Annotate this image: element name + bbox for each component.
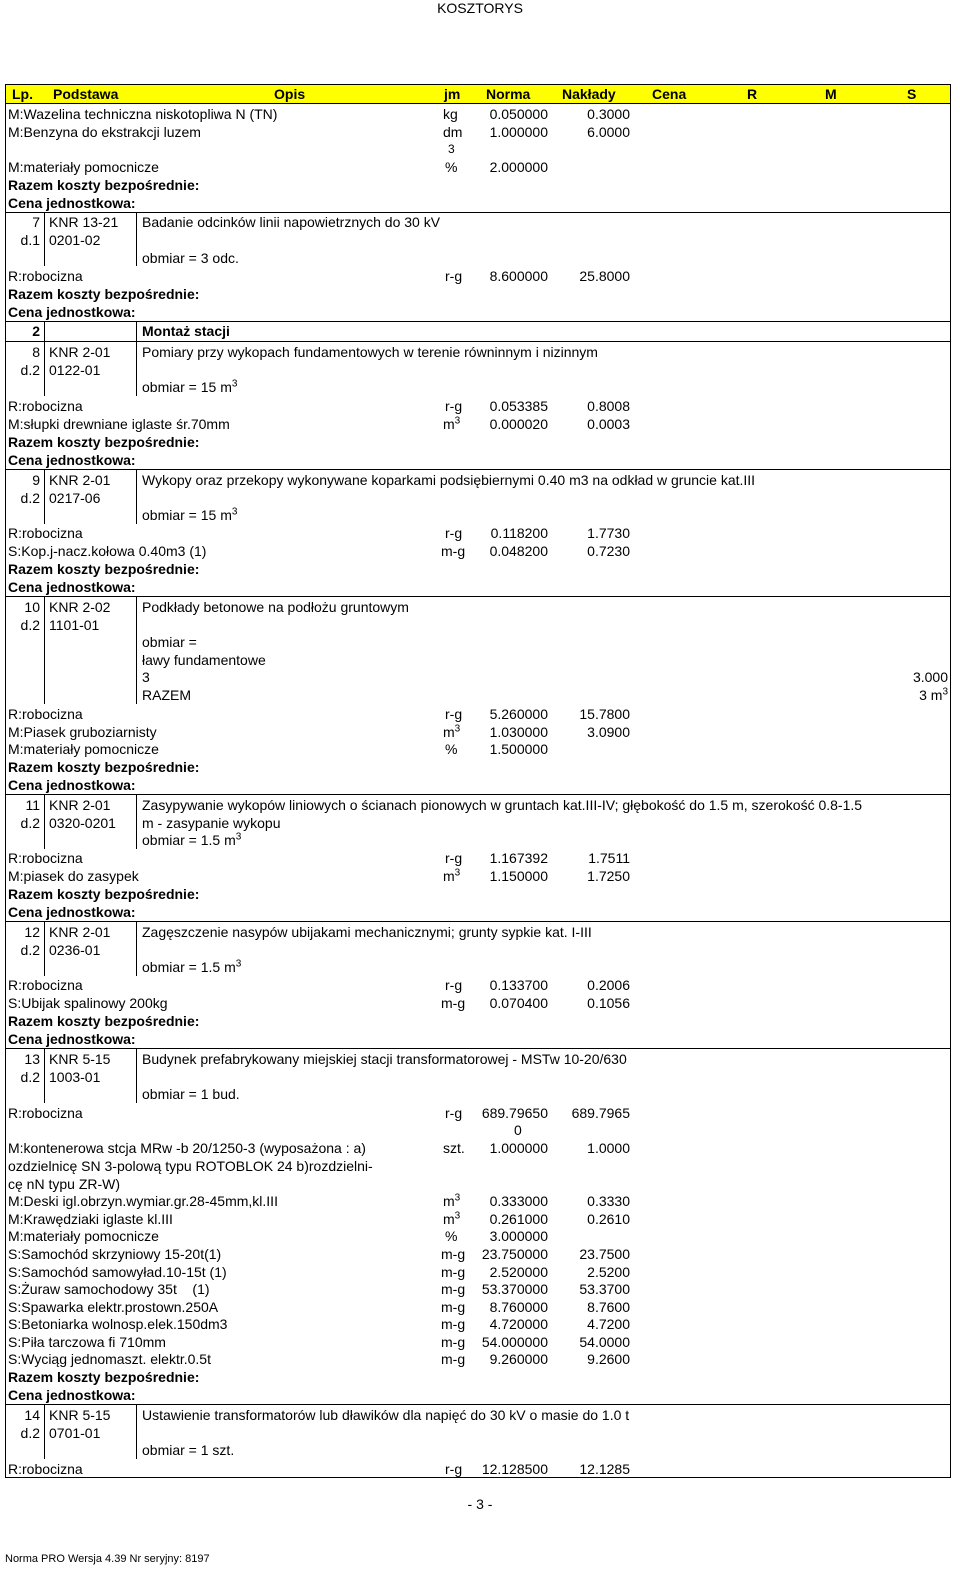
razem-label: Razem koszty bezpośrednie: (8, 1013, 200, 1029)
cena-jednostkowa-label: Cena jednostkowa: (8, 1387, 136, 1403)
item-jm: m-g (441, 1334, 466, 1350)
item-jm: r-g (445, 1105, 463, 1121)
position-basis-code: 0701-01 (49, 1425, 101, 1441)
item-norma: 0.133700 (489, 977, 548, 993)
header-opis: Opis (274, 86, 306, 102)
header-naklady: Nakłady (562, 86, 616, 102)
item-naklady: 0.2006 (587, 977, 630, 993)
item-naklady: 15.7800 (579, 706, 630, 722)
document-title: KOSZTORYS (437, 0, 523, 16)
position-obmiar: obmiar = (142, 634, 197, 650)
item-name: S:Piła tarczowa fi 710mm (8, 1334, 166, 1350)
position-basis-code: 0201-02 (49, 232, 101, 248)
col-separator (136, 469, 137, 524)
item-name: R:robocizna (8, 398, 83, 414)
cena-jednostkowa-label: Cena jednostkowa: (8, 195, 136, 211)
item-norma: 0.048200 (489, 543, 548, 559)
item-naklady: 0.0003 (587, 416, 630, 432)
position-basis-code: 1101-01 (49, 617, 100, 633)
position-obmiar: obmiar = 1 szt. (142, 1442, 235, 1458)
obmiar-line-value: 3 (142, 669, 150, 685)
page-number: - 3 - (467, 1496, 493, 1512)
item-name: R:robocizna (8, 977, 83, 993)
col-separator (44, 212, 45, 266)
position-number: 14 (24, 1407, 40, 1423)
razem-label: Razem koszty bezpośrednie: (8, 1369, 200, 1385)
table-border-left (5, 104, 6, 1477)
razem-label: Razem koszty bezpośrednie: (8, 886, 200, 902)
item-jm: m-g (441, 1246, 466, 1262)
position-basis: KNR 2-02 (49, 599, 111, 615)
position-description-line2: m - zasypanie wykopu (142, 815, 281, 831)
header-s: S (907, 86, 917, 102)
obmiar-line-total: 3.000 (912, 669, 948, 685)
razem-label: Razem koszty bezpośrednie: (8, 561, 200, 577)
razem-label: Razem koszty bezpośrednie: (8, 759, 200, 775)
header-r: R (747, 86, 758, 102)
item-name: M:kontenerowa stcja MRw -b 20/1250-3 (wyposażona : a) (8, 1140, 366, 1156)
cena-jednostkowa-label: Cena jednostkowa: (8, 904, 136, 920)
item-norma: 0.050000 (489, 106, 548, 122)
item-norma: 1.030000 (489, 724, 548, 740)
position-chapter: d.2 (20, 942, 40, 958)
table-border-bottom (5, 1477, 951, 1478)
item-name: S:Betoniarka wolnosp.elek.150dm3 (8, 1316, 228, 1332)
position-basis: KNR 2-01 (49, 472, 111, 488)
item-naklady: 53.3700 (579, 1281, 630, 1297)
item-norma: 2.000000 (489, 159, 548, 175)
item-naklady: 8.7600 (587, 1299, 630, 1315)
item-jm: m-g (441, 543, 466, 559)
item-name: R:robocizna (8, 706, 83, 722)
position-obmiar: obmiar = 15 $m^3$ (142, 506, 238, 523)
position-number: 12 (24, 924, 40, 940)
item-norma: 8.600000 (489, 268, 548, 284)
item-naklady: 3.0900 (587, 724, 630, 740)
col-separator (136, 212, 137, 266)
item-naklady: 0.7230 (587, 543, 630, 559)
item-name: S:Ubijak spalinowy 200kg (8, 995, 168, 1011)
position-number: 10 (24, 599, 40, 615)
col-separator (44, 596, 45, 704)
item-jm: r-g (445, 525, 463, 541)
position-description: Wykopy oraz przekopy wykonywane koparkami podsiębiernymi 0.40 m3 na odkład w gruncie kat.III (142, 472, 756, 488)
header-podstawa: Podstawa (53, 86, 119, 102)
item-jm: r-g (445, 850, 463, 866)
item-name: R:robocizna (8, 1461, 83, 1477)
col-separator (136, 1048, 137, 1103)
item-jm: m-g (441, 1351, 466, 1367)
item-jm: $m^3$ (443, 723, 461, 740)
item-naklady: 2.5200 (587, 1264, 630, 1280)
item-name: M:Wazelina techniczna niskotopliwa N (TN) (8, 106, 278, 122)
col-separator (44, 1048, 45, 1103)
item-naklady: 1.7730 (587, 525, 630, 541)
position-basis: KNR 5-15 (49, 1051, 111, 1067)
position-number: 13 (24, 1051, 40, 1067)
col-separator (44, 341, 45, 396)
item-name: S:Kop.j-nacz.kołowa 0.40m3 (1) (8, 543, 207, 559)
position-basis: KNR 2-01 (49, 797, 111, 813)
item-norma: 0.261000 (489, 1211, 548, 1227)
item-jm: r-g (445, 977, 463, 993)
item-norma: 0.333000 (489, 1193, 548, 1209)
item-jm: $m^3$ (443, 415, 461, 432)
item-norma: 0.000020 (489, 416, 548, 432)
item-norma: 1.000000 (489, 1140, 548, 1156)
item-naklady: 9.2600 (587, 1351, 630, 1367)
item-name-line2: ozdzielnicę SN 3-polową typu ROTOBLOK 24 b)rozdzielni- (8, 1158, 373, 1174)
cena-jednostkowa-label: Cena jednostkowa: (8, 452, 136, 468)
header-jm: jm (444, 86, 461, 102)
item-jm-exponent: 3 (448, 142, 455, 156)
item-name: R:robocizna (8, 1105, 83, 1121)
item-naklady: 6.0000 (587, 124, 630, 140)
item-jm: m-g (441, 1299, 466, 1315)
item-norma: 0.118200 (490, 525, 548, 541)
item-jm: r-g (445, 706, 463, 722)
item-norma: 12.128500 (481, 1461, 548, 1477)
position-basis-code: 0320-0201 (49, 815, 116, 831)
item-naklady: 0.3000 (587, 106, 630, 122)
item-norma: 9.260000 (489, 1351, 548, 1367)
item-norma: 0.053385 (489, 398, 548, 414)
position-basis-code: 1003-01 (49, 1069, 101, 1085)
obmiar-razem-label: RAZEM (142, 687, 191, 703)
item-jm: szt. (443, 1140, 465, 1156)
item-jm: m-g (441, 1264, 466, 1280)
item-jm: r-g (445, 1461, 463, 1477)
item-norma: 3.000000 (489, 1228, 548, 1244)
item-naklady: 689.7965 (571, 1105, 630, 1121)
item-naklady: 25.8000 (579, 268, 630, 284)
item-jm: $m^3$ (443, 867, 461, 884)
program-info: Norma PRO Wersja 4.39 Nr seryjny: 8197 (5, 1553, 210, 1565)
table-border-right (950, 104, 951, 1477)
item-naklady: 0.2610 (587, 1211, 630, 1227)
cena-jednostkowa-label: Cena jednostkowa: (8, 777, 136, 793)
row-separator (5, 469, 951, 470)
cena-jednostkowa-label: Cena jednostkowa: (8, 1031, 136, 1047)
header-cena: Cena (652, 86, 687, 102)
obmiar-line-label: ławy fundamentowe (142, 652, 266, 668)
position-number: 8 (32, 344, 40, 360)
col-separator (136, 1404, 137, 1459)
row-separator (5, 321, 951, 322)
position-obmiar: obmiar = 1.5 $m^3$ (142, 831, 242, 848)
item-norma: 54.000000 (481, 1334, 548, 1350)
col-separator (44, 469, 45, 524)
position-description: Ustawienie transformatorów lub dławików dla napięć do 30 kV o masie do 1.0 t (142, 1407, 630, 1423)
item-naklady: 12.1285 (579, 1461, 630, 1477)
header-m: M (825, 86, 837, 102)
item-jm: $m^3$ (443, 1210, 461, 1227)
item-norma: 1.150000 (489, 868, 548, 884)
position-number: 9 (32, 472, 40, 488)
position-basis-code: 0217-06 (49, 490, 101, 506)
col-separator (136, 921, 137, 976)
item-norma: 53.370000 (481, 1281, 548, 1297)
row-separator (5, 1404, 951, 1405)
item-name: M:Krawędziaki iglaste kl.III (8, 1211, 173, 1227)
item-norma-wrap: 0 (514, 1122, 522, 1138)
row-separator (5, 596, 951, 597)
item-norma: 1.167392 (489, 850, 548, 866)
item-norma: 4.720000 (489, 1316, 548, 1332)
item-jm: % (445, 159, 458, 175)
position-basis: KNR 5-15 (49, 1407, 111, 1423)
item-naklady: 1.0000 (587, 1140, 630, 1156)
col-separator (136, 794, 137, 849)
item-name: R:robocizna (8, 850, 83, 866)
position-chapter: d.2 (20, 815, 40, 831)
item-name: M:Piasek gruboziarnisty (8, 724, 157, 740)
position-number: 7 (32, 214, 40, 230)
position-description: Podkłady betonowe na podłożu gruntowym (142, 599, 409, 615)
section-number: 2 (32, 323, 40, 339)
item-norma: 23.750000 (481, 1246, 548, 1262)
item-naklady: 0.1056 (587, 995, 630, 1011)
col-separator (44, 1404, 45, 1459)
row-separator (5, 1048, 951, 1049)
item-norma: 1.500000 (489, 741, 548, 757)
item-name: M:materiały pomocnicze (8, 1228, 159, 1244)
item-jm: m-g (441, 1316, 466, 1332)
table-header (5, 84, 951, 104)
position-description: Pomiary przy wykopach fundamentowych w terenie równinnym i nizinnym (142, 344, 598, 360)
item-name: S:Samochód skrzyniowy 15-20t(1) (8, 1246, 222, 1262)
item-jm: % (445, 741, 458, 757)
item-naklady: 1.7511 (588, 850, 630, 866)
item-norma: 8.760000 (489, 1299, 548, 1315)
item-jm: m-g (441, 1281, 466, 1297)
item-name: M:Deski igl.obrzyn.wymiar.gr.28-45mm,kl.III (8, 1193, 278, 1209)
item-name: R:robocizna (8, 525, 83, 541)
position-basis: KNR 2-01 (49, 924, 111, 940)
razem-label: Razem koszty bezpośrednie: (8, 177, 200, 193)
cena-jednostkowa-label: Cena jednostkowa: (8, 579, 136, 595)
item-name: S:Żuraw samochodowy 35t (1) (8, 1281, 210, 1297)
header-lp: Lp. (12, 86, 33, 102)
item-name: M:piasek do zasypek (8, 868, 139, 884)
item-name: S:Spawarka elektr.prostown.250A (8, 1299, 219, 1315)
item-name-line3: cę nN typu ZR-W) (8, 1176, 121, 1192)
item-name: M:słupki drewniane iglaste śr.70mm (8, 416, 230, 432)
position-chapter: d.2 (20, 1425, 40, 1441)
item-naklady: 0.3330 (587, 1193, 630, 1209)
position-description: Zagęszczenie nasypów ubijakami mechanicznymi; grunty sypkie kat. I-III (142, 924, 592, 940)
item-name: M:materiały pomocnicze (8, 159, 159, 175)
item-jm: r-g (445, 268, 463, 284)
item-norma: 1.000000 (489, 124, 548, 140)
position-obmiar: obmiar = 15 $m^3$ (142, 378, 238, 395)
row-separator (5, 921, 951, 922)
item-name: R:robocizna (8, 268, 83, 284)
position-basis: KNR 2-01 (49, 344, 111, 360)
item-jm: $m^3$ (443, 1192, 461, 1209)
position-chapter: d.2 (20, 362, 40, 378)
item-jm: dm (443, 124, 463, 140)
item-jm: r-g (445, 398, 463, 414)
position-description: Badanie odcinków linii napowietrznych do 30 kV (142, 214, 441, 230)
header-norma: Norma (486, 86, 531, 102)
position-description: Budynek prefabrykowany miejskiej stacji transformatorowej - MSTw 10-20/630 (142, 1051, 627, 1067)
item-jm: m-g (441, 995, 466, 1011)
item-norma: 2.520000 (489, 1264, 548, 1280)
position-chapter: d.1 (20, 232, 40, 248)
position-basis-code: 0236-01 (49, 942, 101, 958)
item-name: S:Samochód samowyład.10-15t (1) (8, 1264, 227, 1280)
position-chapter: d.2 (20, 490, 40, 506)
row-separator (5, 794, 951, 795)
item-naklady: 23.7500 (579, 1246, 630, 1262)
item-name: S:Wyciąg jednomaszt. elektr.0.5t (8, 1351, 211, 1367)
item-norma: 0.070400 (489, 995, 548, 1011)
item-naklady: 54.0000 (579, 1334, 630, 1350)
cena-jednostkowa-label: Cena jednostkowa: (8, 304, 136, 320)
position-obmiar: obmiar = 3 odc. (142, 250, 239, 266)
position-chapter: d.2 (20, 617, 40, 633)
section-title: Montaż stacji (142, 323, 230, 339)
col-separator (136, 341, 137, 396)
obmiar-razem-value: 3 $m^3$ (919, 686, 948, 703)
item-name: M:materiały pomocnicze (8, 741, 159, 757)
item-jm: % (445, 1228, 458, 1244)
col-separator (44, 794, 45, 849)
item-jm: kg (443, 106, 458, 122)
item-naklady: 1.7250 (587, 868, 630, 884)
col-separator (44, 321, 45, 341)
col-separator (136, 321, 137, 341)
col-separator (136, 596, 137, 704)
position-obmiar: obmiar = 1 bud. (142, 1086, 240, 1102)
position-obmiar: obmiar = 1.5 $m^3$ (142, 958, 242, 975)
col-separator (44, 921, 45, 976)
item-norma: 689.79650 (481, 1105, 548, 1121)
item-name: M:Benzyna do ekstrakcji luzem (8, 124, 201, 140)
position-basis-code: 0122-01 (49, 362, 101, 378)
position-chapter: d.2 (20, 1069, 40, 1085)
item-norma: 5.260000 (489, 706, 548, 722)
item-naklady: 0.8008 (587, 398, 630, 414)
razem-label: Razem koszty bezpośrednie: (8, 434, 200, 450)
item-naklady: 4.7200 (587, 1316, 630, 1332)
position-basis: KNR 13-21 (49, 214, 119, 230)
row-separator (5, 212, 951, 213)
position-description: Zasypywanie wykopów liniowych o ścianach pionowych w gruntach kat.III-IV; głębokość do 1.5 m, szerokość 0.8-1.5 (142, 797, 863, 813)
row-separator (5, 341, 951, 342)
position-number: 11 (25, 797, 40, 813)
razem-label: Razem koszty bezpośrednie: (8, 286, 200, 302)
